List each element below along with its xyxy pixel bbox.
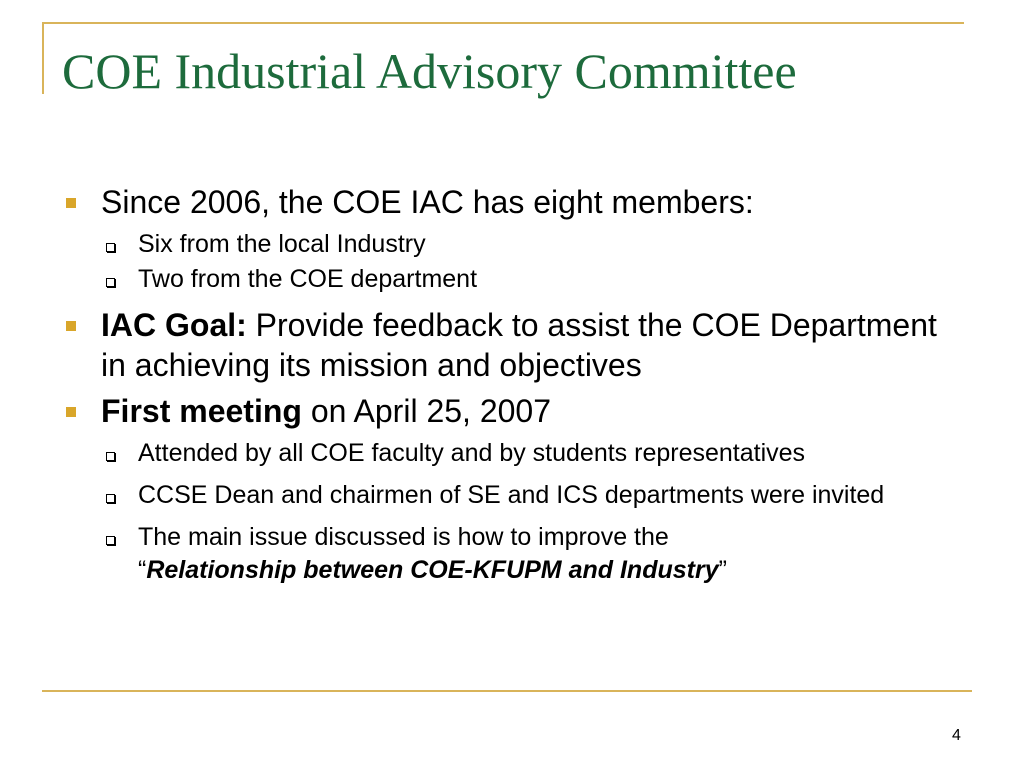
sub-bullet-1-2-text: Two from the COE department bbox=[138, 265, 478, 293]
page-number: 4 bbox=[952, 727, 961, 744]
sub-bullet-1-1 bbox=[62, 228, 962, 261]
sub-bullet-3-3-text: The main issue discussed is how to improve the bbox=[138, 523, 669, 551]
hollow-square-bullet-icon bbox=[106, 536, 115, 545]
slide-title: COE Industrial Advisory Committee bbox=[62, 43, 797, 99]
sub-bullet-3-2 bbox=[62, 479, 962, 512]
frame-bottom-rule bbox=[42, 690, 972, 692]
frame-top-rule bbox=[42, 22, 964, 24]
quote-open: “ bbox=[138, 556, 147, 584]
bullet-2-bold: IAC Goal: bbox=[101, 307, 247, 343]
frame-left-rule bbox=[42, 22, 44, 94]
sub-bullet-3-2-text: CCSE Dean and chairmen of SE and ICS departments were invited bbox=[138, 481, 885, 509]
quote-emphasis: Relationship between COE-KFUPM and Industry bbox=[146, 556, 719, 584]
bullet-2 bbox=[62, 305, 962, 385]
hollow-square-bullet-icon bbox=[106, 278, 115, 287]
bullet-1 bbox=[62, 182, 962, 222]
sub-bullet-1-2 bbox=[62, 263, 962, 296]
sub-bullet-3-3 bbox=[62, 521, 962, 587]
sub-bullet-3-1 bbox=[62, 437, 962, 470]
bullet-1-text: Since 2006, the COE IAC has eight members: bbox=[101, 184, 754, 220]
sub-bullet-1-1-text: Six from the local Industry bbox=[138, 230, 426, 258]
bullet-3 bbox=[62, 391, 962, 431]
bullet-3-text: on April 25, 2007 bbox=[301, 393, 551, 429]
hollow-square-bullet-icon bbox=[106, 452, 115, 461]
hollow-square-bullet-icon bbox=[106, 243, 115, 252]
square-bullet-icon bbox=[66, 198, 76, 208]
bullet-3-bold: First meeting bbox=[101, 393, 302, 429]
square-bullet-icon bbox=[66, 321, 76, 331]
quote-close: ” bbox=[718, 556, 727, 584]
slide-body bbox=[62, 182, 962, 596]
bullet-2-text: Provide feedback to assist the COE Department in achieving its mission and objectives bbox=[101, 307, 937, 383]
square-bullet-icon bbox=[66, 407, 76, 417]
sub-bullet-3-1-text: Attended by all COE faculty and by students representatives bbox=[138, 439, 806, 467]
hollow-square-bullet-icon bbox=[106, 494, 115, 503]
